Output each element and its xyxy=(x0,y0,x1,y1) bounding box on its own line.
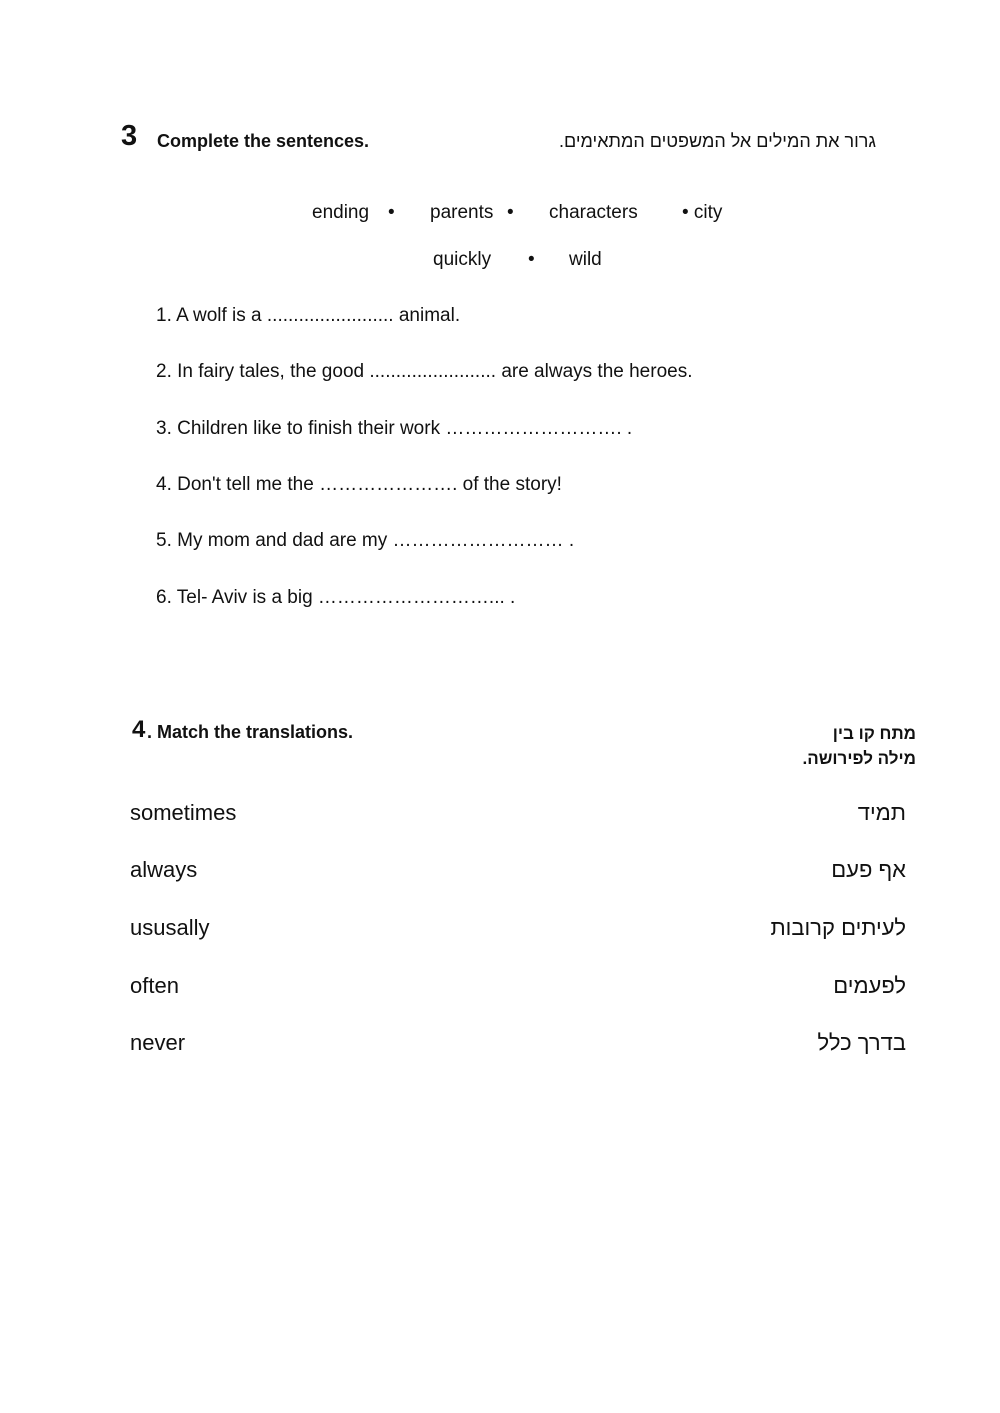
hebrew-word[interactable]: לעיתים קרובות xyxy=(770,915,906,940)
english-word[interactable]: never xyxy=(130,1030,186,1055)
sentence-1: 1. A wolf is a ........................ animal. xyxy=(156,305,461,326)
sentence-3: 3. Children like to finish their work ………………………. . xyxy=(156,418,633,439)
hebrew-word[interactable]: לפעמים xyxy=(833,973,906,998)
english-word[interactable]: always xyxy=(130,857,198,882)
exercise-4-title: . Match the translations. xyxy=(147,722,354,742)
word-bank-item[interactable]: parents xyxy=(430,202,494,223)
english-word[interactable]: sometimes xyxy=(130,800,237,825)
word-bank-item[interactable]: • city xyxy=(682,202,723,223)
word-bank-item[interactable]: quickly xyxy=(433,249,492,270)
exercise-4-instruction-hebrew-line-2: מילה לפירושה. xyxy=(802,749,916,768)
hebrew-word[interactable]: אף פעם xyxy=(831,857,906,882)
exercise-4-number: 4 xyxy=(132,716,146,743)
sentence-4: 4. Don't tell me the …………………. of the story! xyxy=(156,474,562,495)
english-word[interactable]: ususally xyxy=(130,915,210,940)
exercise-3-instruction-hebrew: גרור את המילים אל המשפטים המתאימים. xyxy=(559,131,876,151)
word-bank-bullet: • xyxy=(528,249,535,270)
word-bank-item[interactable]: characters xyxy=(549,202,638,223)
exercise-3-title: Complete the sentences. xyxy=(157,131,370,151)
hebrew-word[interactable]: בדרך כלל xyxy=(817,1030,906,1055)
sentence-5: 5. My mom and dad are my ……………………… . xyxy=(156,530,575,551)
word-bank-bullet: • xyxy=(388,202,395,223)
sentence-2: 2. In fairy tales, the good ........................ are always the heroes. xyxy=(156,361,693,382)
exercise-4-instruction-hebrew-line-1: מתח קו בין xyxy=(832,724,916,743)
exercise-3-number: 3 xyxy=(121,120,138,152)
word-bank-item[interactable]: wild xyxy=(569,249,602,270)
hebrew-word[interactable]: תמיד xyxy=(857,800,906,825)
english-word[interactable]: often xyxy=(130,973,179,998)
word-bank-bullet: • xyxy=(507,202,514,223)
word-bank-item[interactable]: ending xyxy=(312,202,370,223)
sentence-6: 6. Tel- Aviv is a big ………………………... . xyxy=(156,587,516,608)
